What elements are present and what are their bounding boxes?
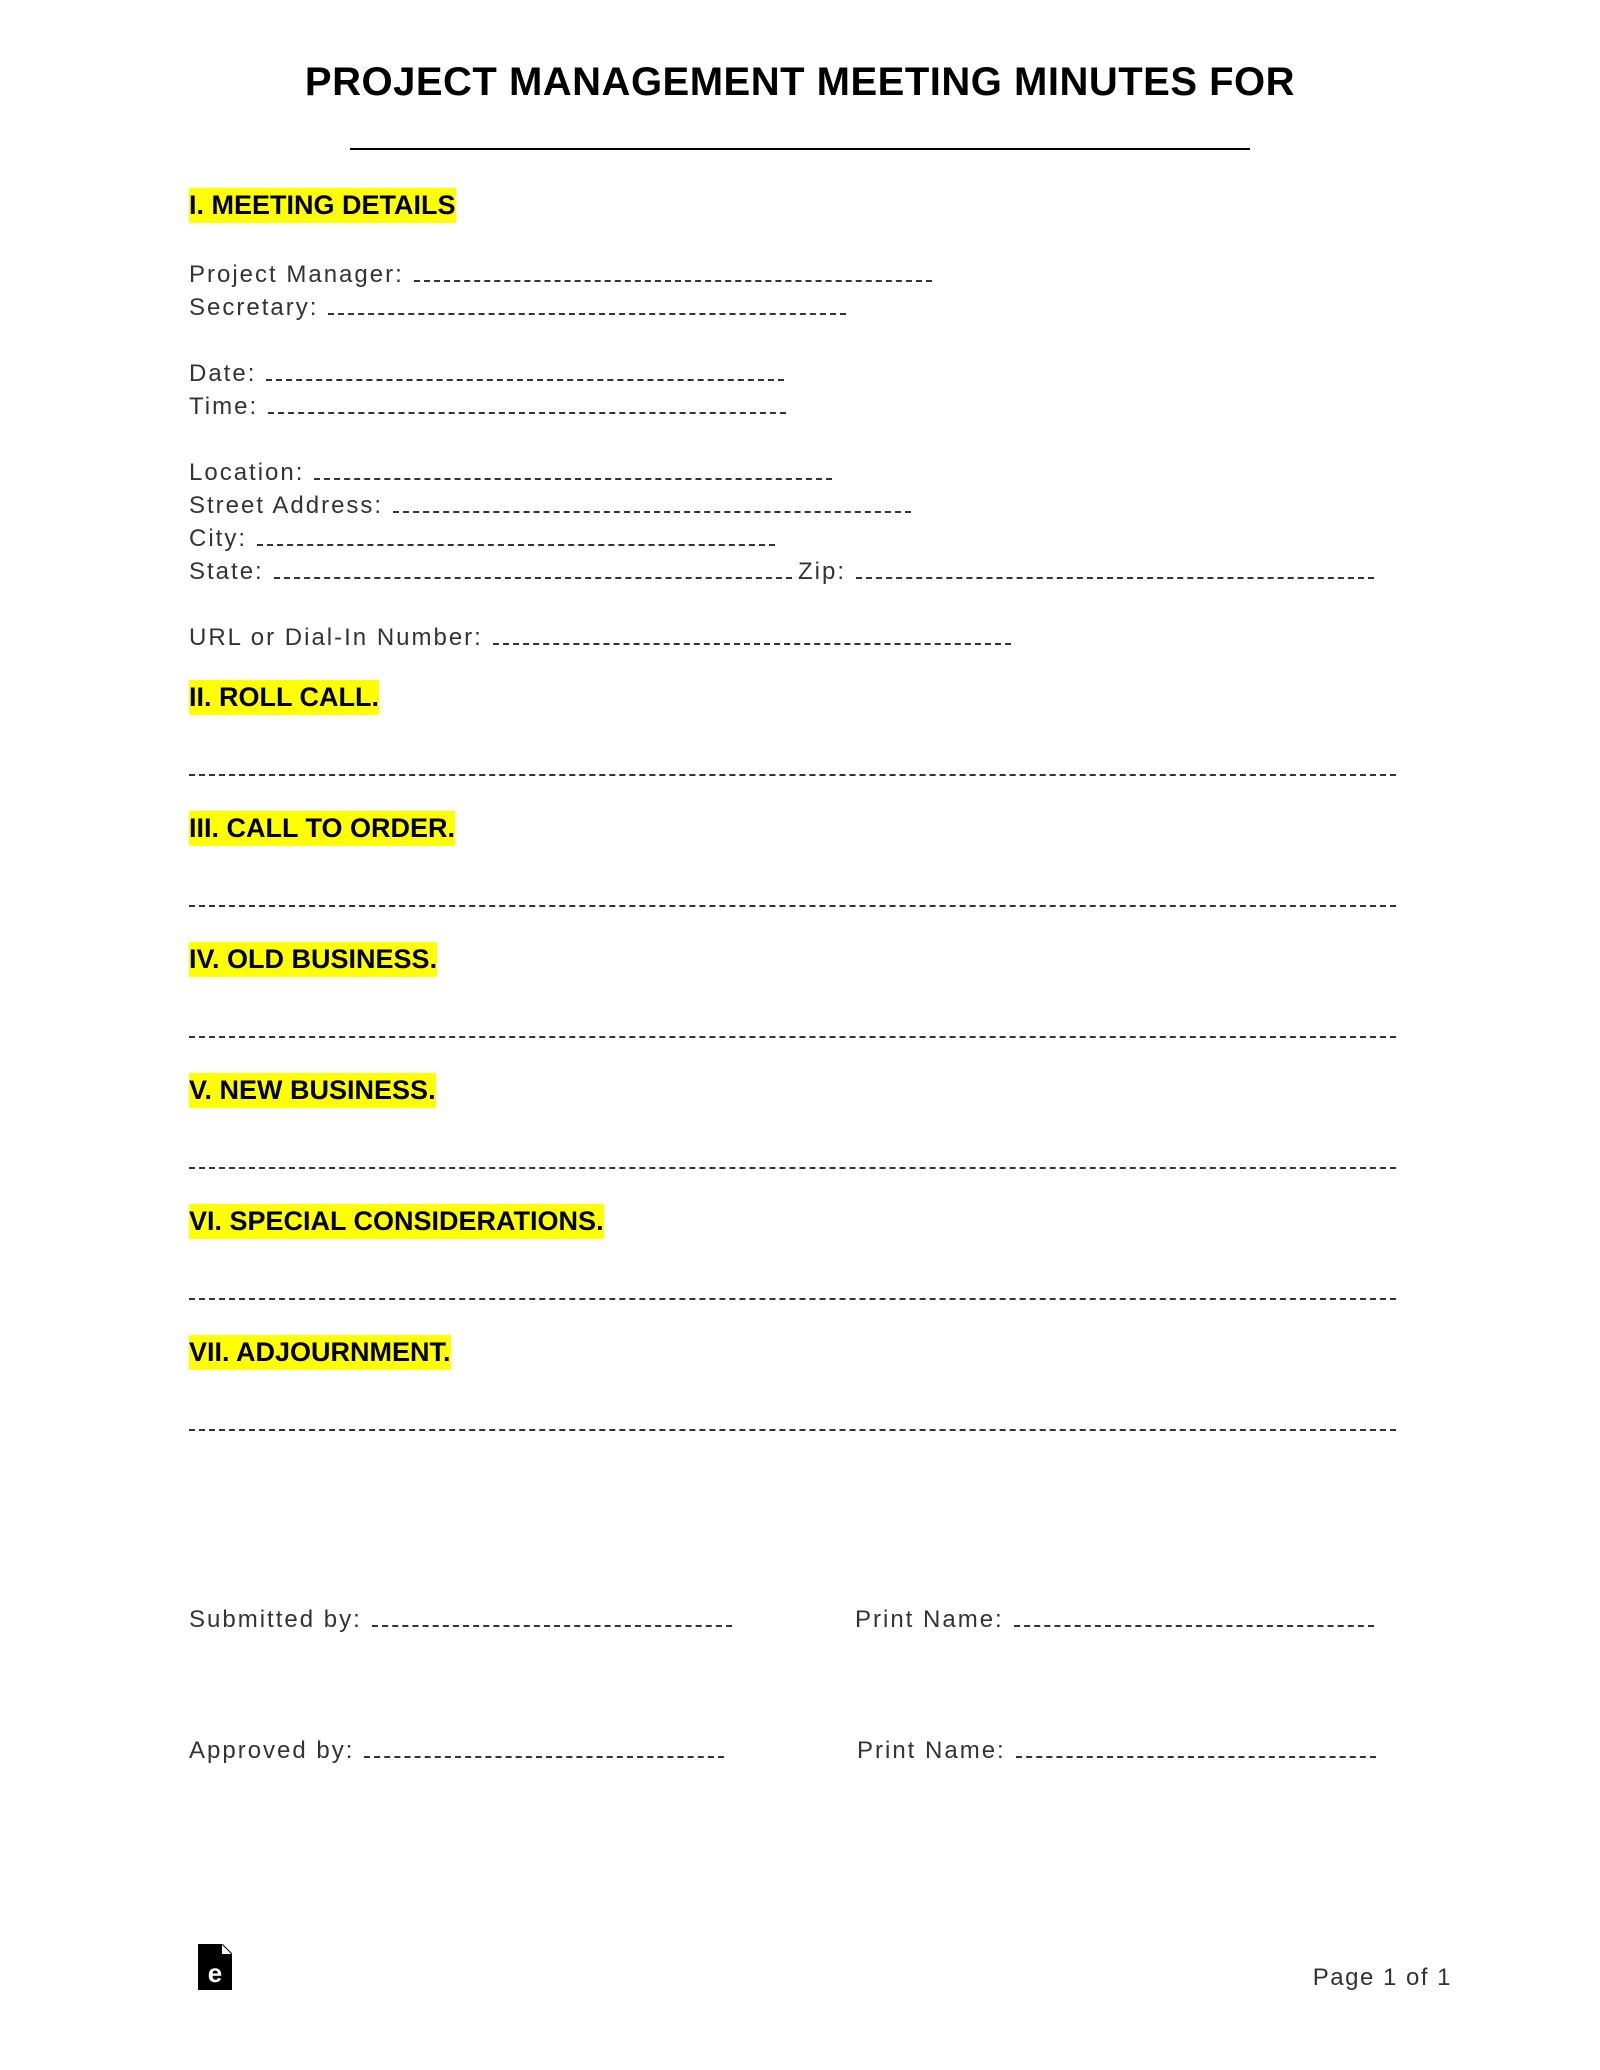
section-heading-text: IV. OLD BUSINESS. xyxy=(189,942,437,977)
zip-blank[interactable] xyxy=(856,555,1374,579)
print-name-label: Print Name: xyxy=(857,1737,1006,1764)
submitted-print-name-blank[interactable] xyxy=(1014,1603,1374,1627)
submitted-print-name-field xyxy=(855,1603,1374,1635)
section-heading-text: V. NEW BUSINESS. xyxy=(189,1073,436,1108)
project-manager-label: Project Manager: xyxy=(189,261,404,288)
location-field xyxy=(189,456,832,488)
state-label: State: xyxy=(189,558,264,585)
location-blank[interactable] xyxy=(314,456,832,480)
adjournment-blank-line[interactable] xyxy=(189,1429,1396,1431)
secretary-label: Secretary: xyxy=(189,294,319,321)
submitted-by-label: Submitted by: xyxy=(189,1606,362,1633)
zip-field xyxy=(798,555,1374,587)
url-label: URL or Dial-In Number: xyxy=(189,624,483,651)
section-heading-new-business xyxy=(189,1075,436,1105)
location-label: Location: xyxy=(189,459,305,486)
time-label: Time: xyxy=(189,393,259,420)
submitted-by-blank[interactable] xyxy=(372,1603,732,1627)
section-heading-special-considerations xyxy=(189,1206,604,1236)
date-blank[interactable] xyxy=(266,357,784,381)
secretary-blank[interactable] xyxy=(328,291,846,315)
section-heading-text: VI. SPECIAL CONSIDERATIONS. xyxy=(189,1204,604,1239)
secretary-field xyxy=(189,291,846,323)
approved-by-field xyxy=(189,1734,724,1766)
special-considerations-blank-line[interactable] xyxy=(189,1298,1396,1300)
approved-print-name-field xyxy=(857,1734,1376,1766)
section-heading-old-business xyxy=(189,944,437,974)
zip-label: Zip: xyxy=(798,558,847,585)
date-field xyxy=(189,357,784,389)
section-heading-roll-call xyxy=(189,682,379,712)
state-field xyxy=(189,555,792,587)
city-label: City: xyxy=(189,525,247,552)
city-blank[interactable] xyxy=(257,522,775,546)
page-number: Page 1 of 1 xyxy=(1312,1964,1452,1991)
section-heading-adjournment xyxy=(189,1337,451,1367)
time-field xyxy=(189,390,786,422)
project-manager-blank[interactable] xyxy=(414,258,932,282)
street-address-blank[interactable] xyxy=(393,489,911,513)
section-heading-text: VII. ADJOURNMENT. xyxy=(189,1335,451,1370)
print-name-label: Print Name: xyxy=(855,1606,1004,1633)
call-to-order-blank-line[interactable] xyxy=(189,905,1396,907)
section-heading-meeting-details xyxy=(189,190,456,220)
section-heading-text: I. MEETING DETAILS xyxy=(189,188,456,223)
eforms-logo-icon xyxy=(198,1944,232,1990)
submitted-by-field xyxy=(189,1603,732,1635)
approved-print-name-blank[interactable] xyxy=(1016,1734,1376,1758)
old-business-blank-line[interactable] xyxy=(189,1036,1396,1038)
svg-text:e: e xyxy=(207,1958,223,1988)
section-heading-text: III. CALL TO ORDER. xyxy=(189,811,455,846)
section-heading-text: II. ROLL CALL. xyxy=(189,680,379,715)
new-business-blank-line[interactable] xyxy=(189,1167,1396,1169)
title-blank-line[interactable] xyxy=(350,148,1250,150)
state-blank[interactable] xyxy=(274,555,792,579)
section-heading-call-to-order xyxy=(189,813,455,843)
city-field xyxy=(189,522,775,554)
street-address-field xyxy=(189,489,911,521)
time-blank[interactable] xyxy=(268,390,786,414)
date-label: Date: xyxy=(189,360,257,387)
project-manager-field xyxy=(189,258,932,290)
approved-by-blank[interactable] xyxy=(364,1734,724,1758)
url-field xyxy=(189,621,1011,653)
roll-call-blank-line[interactable] xyxy=(189,774,1396,776)
url-blank[interactable] xyxy=(493,621,1011,645)
street-address-label: Street Address: xyxy=(189,492,384,519)
document-title: PROJECT MANAGEMENT MEETING MINUTES FOR xyxy=(304,60,1296,104)
approved-by-label: Approved by: xyxy=(189,1737,355,1764)
